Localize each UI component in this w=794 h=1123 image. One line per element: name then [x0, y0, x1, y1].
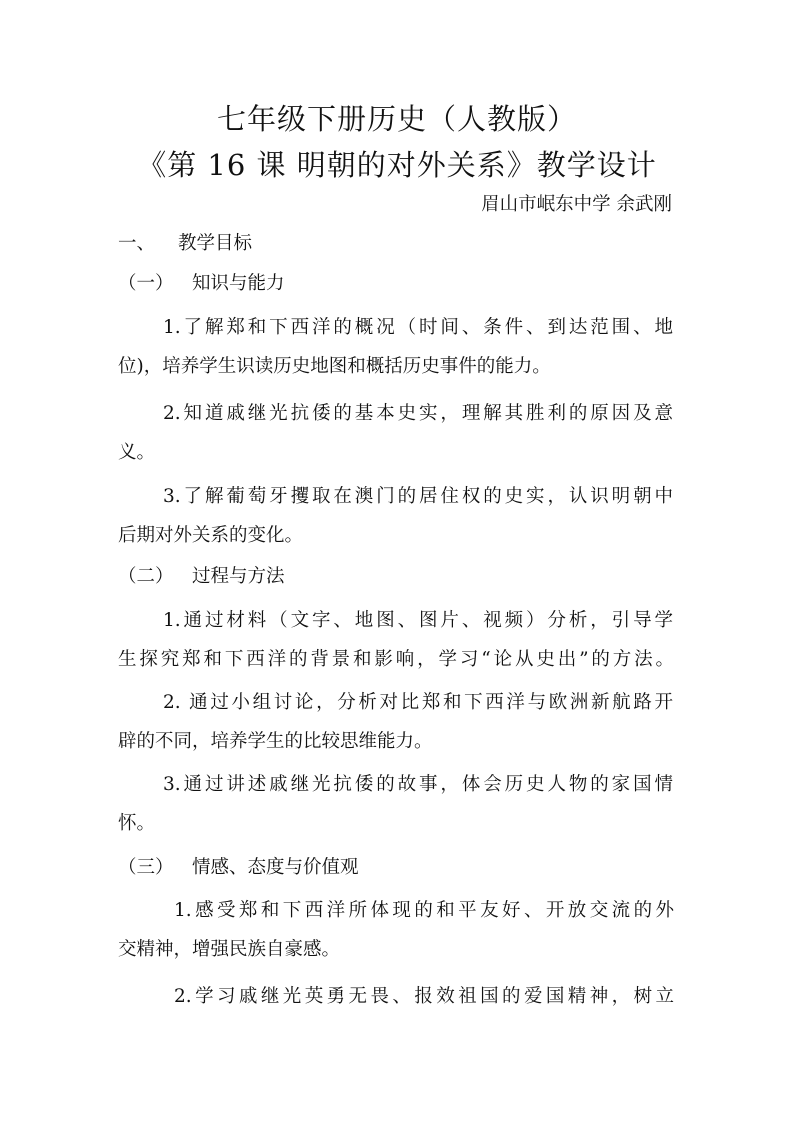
section-heading-objectives [118, 232, 678, 256]
document-title-line2: 《第 16 课 明朝的对外关系》教学设计 [137, 148, 657, 182]
paragraph-line: 辟的不同，培养学生的比较思维能力。 [118, 731, 433, 752]
paragraph-line: 2. 通过小组讨论，分析对比郑和下西洋与欧洲新航路开 [163, 692, 673, 713]
paragraph-line: 1.通过材料（文字、地图、图片、视频）分析，引导学 [163, 610, 673, 631]
paragraph-line: 1.感受郑和下西洋所体现的和平友好、开放交流的外 [174, 900, 674, 921]
paragraph-line: 怀。 [118, 813, 156, 834]
paragraph-line: 2.知道戚继光抗倭的基本史实，理解其胜利的原因及意 [163, 403, 673, 424]
paragraph-line: 2.学习戚继光英勇无畏、报效祖国的爱国精神，树立 [174, 986, 674, 1007]
paragraph-line: 1.了解郑和下西洋的概况（时间、条件、到达范围、地 [163, 317, 673, 338]
paragraph-line: 生探究郑和下西洋的背景和影响，学习“论从史出”的方法。 [118, 649, 674, 670]
subsection-number: （一） [118, 273, 174, 294]
paragraph-line: 3.了解葡萄牙攫取在澳门的居住权的史实，认识明朝中 [163, 486, 673, 507]
subsection-label: 情感、态度与价值观 [192, 857, 359, 878]
author-byline: 眉山市岷东中学 余武刚 [481, 194, 672, 215]
paragraph-line: 后期对外关系的变化。 [118, 525, 304, 546]
subsection-number: （二） [118, 566, 174, 587]
paragraph-line: 义。 [118, 442, 156, 463]
subsection-label: 知识与能力 [192, 273, 285, 294]
subsection-heading-values [118, 856, 678, 880]
paragraph-line: 3.通过讲述戚继光抗倭的故事，体会历史人物的家国情 [163, 774, 673, 795]
paragraph-line: 交精神，增强民族自豪感。 [118, 939, 341, 960]
subsection-number: （三） [118, 857, 174, 878]
subsection-heading-knowledge [118, 272, 678, 296]
paragraph-line: 位)，培养学生识读历史地图和概括历史事件的能力。 [118, 356, 551, 377]
subsection-label: 过程与方法 [192, 566, 285, 587]
section-number: 一、 [118, 233, 156, 254]
section-label: 教学目标 [178, 233, 253, 254]
document-title-line1: 七年级下册历史（人教版） [216, 102, 577, 136]
subsection-heading-process [118, 565, 678, 589]
